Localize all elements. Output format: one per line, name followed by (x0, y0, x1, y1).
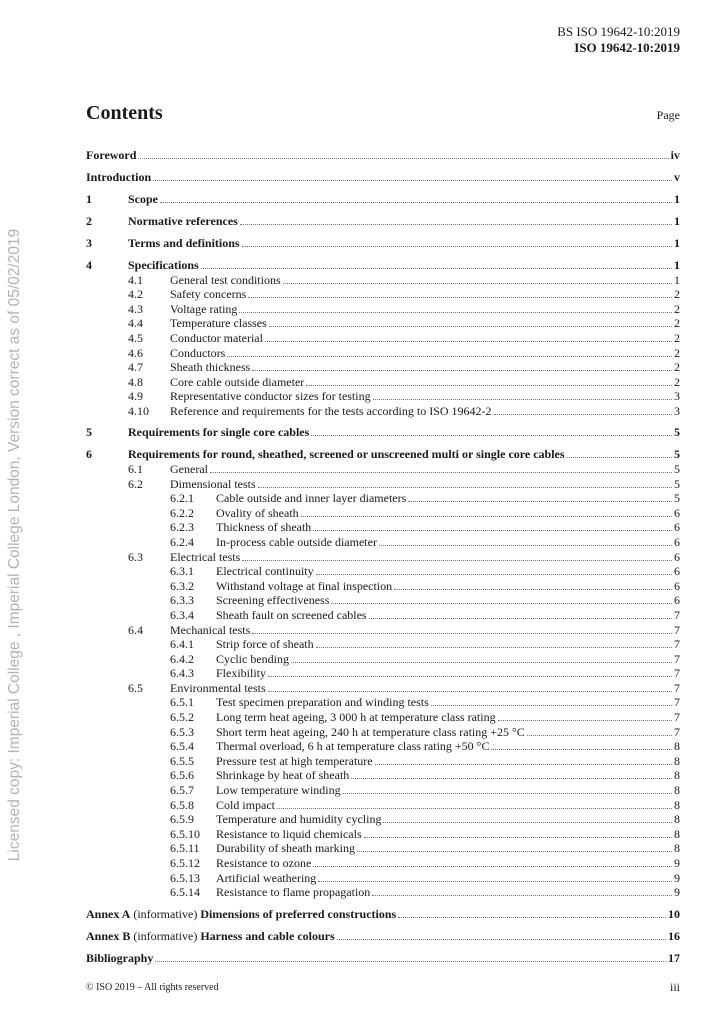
toc-entry-number: 6.2 (128, 477, 143, 491)
toc-entry-title: Shrinkage by heat of sheath (216, 768, 350, 782)
toc-entry-number: 4.8 (128, 375, 143, 389)
toc-entry-page: 6 (674, 520, 680, 534)
toc-entry-number: 6.4.2 (170, 652, 194, 666)
toc-entry-title: Pressure test at high temperature (216, 754, 373, 768)
toc-entry-page: 7 (674, 652, 680, 666)
toc-entry-number: 1 (86, 192, 92, 206)
toc-entry-title: Ovality of sheath (216, 506, 299, 520)
toc-entry-number: 4.4 (128, 316, 143, 330)
toc-entry[interactable] (86, 506, 680, 520)
toc-entry-page: 8 (674, 754, 680, 768)
toc-entry-title: Reference and requirements for the tests according to ISO 19642-2 (170, 404, 492, 418)
dot-leader (268, 691, 672, 692)
toc-entry[interactable] (86, 871, 680, 885)
toc-entry-title: Safety concerns (170, 287, 247, 301)
toc-entry-title: Specifications (128, 258, 199, 272)
toc-entry-page: 8 (674, 812, 680, 826)
toc-entry-number: 6.4 (128, 623, 143, 637)
toc-entry-title: Screening effectiveness (216, 593, 330, 607)
annex-type: (informative) (130, 907, 201, 921)
toc-entry[interactable] (86, 666, 680, 680)
toc-entry-number: 6.3.1 (170, 564, 194, 578)
toc-entry-title: Introduction (86, 170, 152, 184)
toc-entry-page: 2 (674, 302, 680, 316)
toc-entry-title: Resistance to flame propagation (216, 885, 371, 899)
toc-entry-title: Sheath fault on screened cables (216, 608, 367, 622)
toc-entry-page: 6 (674, 564, 680, 578)
toc-entry-number: 6.3.2 (170, 579, 194, 593)
dot-leader (527, 735, 672, 736)
dot-leader (268, 676, 672, 677)
toc-entry-page: v (674, 170, 680, 184)
toc-entry[interactable] (86, 170, 680, 184)
dot-leader (567, 457, 672, 458)
toc-entry[interactable] (86, 192, 680, 206)
toc-entry[interactable] (86, 535, 680, 549)
dot-leader (155, 961, 666, 962)
toc-entry-page: 1 (674, 258, 680, 272)
toc-entry-page: 9 (674, 856, 680, 870)
toc-entry-page: 7 (674, 637, 680, 651)
toc-entry[interactable] (86, 389, 680, 403)
dot-leader (394, 589, 672, 590)
toc-entry-title: Thermal overload, 6 h at temperature class rating +50 °C (216, 739, 490, 753)
dot-leader (269, 326, 672, 327)
dot-leader (498, 720, 672, 721)
toc-entry-page: 8 (674, 827, 680, 841)
toc-entry-title: Voltage rating (170, 302, 238, 316)
dot-leader (375, 764, 672, 765)
toc-entry-number: 6.5.3 (170, 725, 194, 739)
dot-leader (372, 895, 672, 896)
dot-leader (283, 283, 672, 284)
toc-entry[interactable] (86, 768, 680, 782)
toc-entry-title: Electrical continuity (216, 564, 314, 578)
toc-entry-number: 6.1 (128, 462, 143, 476)
dot-leader (239, 312, 672, 313)
toc-entry-number: 6.2.2 (170, 506, 194, 520)
toc-entry-title: Dimensional tests (170, 477, 256, 491)
toc-entry-title: Electrical tests (170, 550, 241, 564)
toc-entry[interactable] (86, 798, 680, 812)
toc-entry-number: 3 (86, 236, 92, 250)
dot-leader (351, 778, 672, 779)
toc-entry-title: Cyclic bending (216, 652, 289, 666)
toc-entry-page: 2 (674, 331, 680, 345)
toc-entry-title: Cable outside and inner layer diameters (216, 491, 407, 505)
toc-entry-title: Scope (128, 192, 158, 206)
toc-entry-page: 2 (674, 316, 680, 330)
toc-entry-page: 5 (674, 462, 680, 476)
toc-entry-page: 10 (668, 907, 680, 921)
toc-entry-number: 6.5.9 (170, 812, 194, 826)
dot-leader (201, 268, 672, 269)
toc-entry-title (86, 907, 396, 921)
dot-leader (138, 158, 668, 159)
toc-entry-page: 7 (674, 725, 680, 739)
toc-entry-page: 7 (674, 695, 680, 709)
copyright-footer: © ISO 2019 – All rights reserved (86, 982, 219, 993)
toc-entry[interactable] (86, 214, 680, 228)
toc-entry[interactable] (86, 564, 680, 578)
toc-entry-number: 6.4.1 (170, 637, 194, 651)
toc-entry-page: 16 (668, 929, 680, 943)
toc-entry-title: Core cable outside diameter (170, 375, 305, 389)
annex-title: Dimensions of preferred constructions (200, 907, 397, 921)
toc-entry[interactable] (86, 827, 680, 841)
toc-entry-number: 6.5.11 (170, 841, 200, 855)
toc-entry-page: 8 (674, 798, 680, 812)
toc-entry-number: 4.7 (128, 360, 143, 374)
toc-entry-number: 4.10 (128, 404, 149, 418)
dot-leader (277, 808, 672, 809)
toc-entry-title: Sheath thickness (170, 360, 251, 374)
toc-entry[interactable] (86, 331, 680, 345)
dot-leader (331, 603, 672, 604)
toc-entry-number: 6.5.14 (170, 885, 200, 899)
dot-leader (313, 866, 672, 867)
dot-leader (210, 472, 672, 473)
toc-entry[interactable] (86, 725, 680, 739)
toc-entry-number: 6.2.4 (170, 535, 194, 549)
toc-entry-number: 4.9 (128, 389, 143, 403)
toc-entry-page: 6 (674, 550, 680, 564)
toc-entry-number: 6.5.7 (170, 783, 194, 797)
toc-entry-number: 6.3.3 (170, 593, 194, 607)
page-number: iii (669, 980, 680, 994)
toc-entry[interactable] (86, 885, 680, 899)
toc-entry-number: 4.1 (128, 273, 143, 287)
dot-leader (491, 749, 672, 750)
toc-entry-title: Temperature classes (170, 316, 267, 330)
toc-entry-page: 9 (674, 885, 680, 899)
dot-leader (242, 246, 672, 247)
toc-entry-page: 9 (674, 871, 680, 885)
toc-entry-page: 2 (674, 287, 680, 301)
toc-entry-page: 2 (674, 346, 680, 360)
toc-entry-number: 2 (86, 214, 92, 228)
toc-entry-page: 8 (674, 768, 680, 782)
dot-leader (316, 647, 672, 648)
dot-leader (316, 574, 672, 575)
toc-entry-page: 6 (674, 506, 680, 520)
toc-entry-title: Conductor material (170, 331, 263, 345)
toc-entry[interactable] (86, 754, 680, 768)
toc-entry[interactable] (86, 462, 680, 476)
toc-entry-number: 6.5.12 (170, 856, 200, 870)
toc-entry-number: 6.5.2 (170, 710, 194, 724)
toc-entry-page: 7 (674, 710, 680, 724)
toc-entry-page: 7 (674, 623, 680, 637)
toc-entry[interactable] (86, 258, 680, 272)
toc-entry-number: 6.5 (128, 681, 143, 695)
toc-entry[interactable] (86, 739, 680, 753)
toc-entry-page: 5 (674, 425, 680, 439)
toc-entry[interactable] (86, 346, 680, 360)
toc-entry-page: 1 (674, 236, 680, 250)
toc-entry-title: Long term heat ageing, 3 000 h at temperature class rating (216, 710, 496, 724)
toc-entry-title: General (170, 462, 208, 476)
toc-entry[interactable] (86, 148, 680, 162)
toc-entry-number: 4.5 (128, 331, 143, 345)
header-line-1: BS ISO 19642-10:2019 (557, 24, 680, 39)
toc-entry[interactable] (86, 593, 680, 607)
toc-entry-page: 5 (674, 447, 680, 461)
toc-entry-number: 6.5.8 (170, 798, 194, 812)
toc-entry-title: Bibliography (86, 951, 154, 965)
toc-entry-title (86, 929, 335, 943)
toc-entry[interactable] (86, 856, 680, 870)
toc-entry-page: 6 (674, 535, 680, 549)
toc-entry-title: Artificial weathering (216, 871, 317, 885)
page-column-label: Page (656, 108, 680, 122)
toc-entry-page: 1 (674, 192, 680, 206)
header-line-2: ISO 19642-10:2019 (574, 40, 680, 55)
toc-entry[interactable] (86, 951, 680, 965)
toc-entry[interactable] (86, 637, 680, 651)
toc-entry-number: 6.2.3 (170, 520, 194, 534)
toc-entry-number: 4.2 (128, 287, 143, 301)
toc-entry-number: 6.5.10 (170, 827, 200, 841)
toc-entry-title: Durability of sheath marking (216, 841, 355, 855)
toc-entry-page: 17 (668, 951, 680, 965)
toc-entry-number: 4 (86, 258, 92, 272)
toc-entry-number: 6.5.6 (170, 768, 194, 782)
dot-leader (383, 822, 672, 823)
toc-entry-title: Thickness of sheath (216, 520, 312, 534)
annex-title: Harness and cable colours (200, 929, 335, 943)
toc-entry-number: 6.3.4 (170, 608, 194, 622)
toc-entry-title: Short term heat ageing, 240 h at temperature class rating +25 °C (216, 725, 525, 739)
toc-entry-title: General test conditions (170, 273, 281, 287)
dot-leader (240, 224, 672, 225)
dot-leader (313, 530, 672, 531)
toc-entry-title: Resistance to liquid chemicals (216, 827, 362, 841)
toc-entry[interactable] (86, 652, 680, 666)
toc-entry-page: 2 (674, 375, 680, 389)
toc-entry-page: 2 (674, 360, 680, 374)
annex-type: (informative) (130, 929, 201, 943)
toc-entry[interactable] (86, 302, 680, 316)
toc-entry-number: 6.4.3 (170, 666, 194, 680)
dot-leader (494, 414, 672, 415)
dot-leader (398, 917, 666, 918)
dot-leader (373, 399, 672, 400)
toc-entry[interactable] (86, 287, 680, 301)
toc-entry[interactable] (86, 236, 680, 250)
dot-leader (160, 202, 672, 203)
toc-entry-title: Terms and definitions (128, 236, 240, 250)
toc-entry[interactable] (86, 404, 680, 418)
toc-entry-number: 4.3 (128, 302, 143, 316)
toc-entry-number: 4.6 (128, 346, 143, 360)
dot-leader (364, 837, 672, 838)
toc-entry-number: 6.5.5 (170, 754, 194, 768)
toc-entry-number: 6.5.4 (170, 739, 194, 753)
toc-entry-title: In-process cable outside diameter (216, 535, 377, 549)
toc-entry-number: 5 (86, 425, 92, 439)
toc-entry[interactable] (86, 273, 680, 287)
toc-entry[interactable] (86, 360, 680, 374)
toc-entry-page: 3 (674, 404, 680, 418)
toc-entry-page: 1 (674, 273, 680, 287)
dot-leader (252, 633, 672, 634)
toc-entry-page: 1 (674, 214, 680, 228)
toc-entry-title: Mechanical tests (170, 623, 251, 637)
toc-entry-title: Temperature and humidity cycling (216, 812, 382, 826)
toc-entry-number: 6.5.13 (170, 871, 200, 885)
toc-entry-title: Normative references (128, 214, 238, 228)
dot-leader (337, 939, 666, 940)
toc-entry-number: 6.2.1 (170, 491, 194, 505)
toc-entry-title: Foreword (86, 148, 137, 162)
toc-entry[interactable] (86, 623, 680, 637)
dot-leader (248, 297, 672, 298)
toc-entry[interactable] (86, 695, 680, 709)
annex-label: Annex A (86, 907, 131, 921)
dot-leader (258, 487, 672, 488)
page-title: Contents (86, 102, 163, 124)
dot-leader (369, 618, 672, 619)
toc-entry-title: Conductors (170, 346, 226, 360)
toc-entry[interactable] (86, 491, 680, 505)
toc-entry-title: Test specimen preparation and winding tests (216, 695, 429, 709)
toc-entry-number: 6.3 (128, 550, 143, 564)
toc-entry-number: 6 (86, 447, 92, 461)
toc-entry-page: 8 (674, 739, 680, 753)
dot-leader (379, 545, 672, 546)
watermark-text: Licensed copy: Imperial College , Imperial College London, Version correct as of 05/02/2019 (6, 228, 23, 862)
dot-leader (265, 341, 672, 342)
toc-entry[interactable] (86, 477, 680, 491)
toc-entry-page: 8 (674, 841, 680, 855)
dot-leader (318, 881, 672, 882)
annex-label: Annex B (86, 929, 131, 943)
toc-entry-title: Cold impact (216, 798, 275, 812)
toc-entry-title: Representative conductor sizes for testing (170, 389, 371, 403)
toc-entry-page: 3 (674, 389, 680, 403)
toc-entry[interactable] (86, 550, 680, 564)
dot-leader (153, 180, 672, 181)
toc-entry-page: 7 (674, 608, 680, 622)
dot-leader (301, 516, 672, 517)
dot-leader (408, 501, 672, 502)
toc-entry[interactable] (86, 520, 680, 534)
toc-entry[interactable] (86, 681, 680, 695)
toc-entry[interactable] (86, 812, 680, 826)
dot-leader (252, 370, 672, 371)
toc-entry[interactable] (86, 710, 680, 724)
toc-entry-title: Requirements for round, sheathed, screened or unscreened multi or single core cables (128, 447, 565, 461)
document-header (557, 24, 680, 56)
toc-entry-page: 8 (674, 783, 680, 797)
toc-entry[interactable] (86, 447, 680, 461)
toc-entry-page: 7 (674, 681, 680, 695)
toc-entry-title: Environmental tests (170, 681, 266, 695)
toc-entry-page: iv (670, 148, 680, 162)
toc-entry[interactable] (86, 929, 680, 943)
dot-leader (431, 705, 672, 706)
dot-leader (357, 851, 672, 852)
toc-entry-title: Resistance to ozone (216, 856, 312, 870)
toc-entry-title: Low temperature winding (216, 783, 341, 797)
toc-entry-title: Flexibility (216, 666, 267, 680)
dot-leader (227, 356, 672, 357)
toc-entry-title: Strip force of sheath (216, 637, 314, 651)
toc-entry[interactable] (86, 375, 680, 389)
toc-entry[interactable] (86, 907, 680, 921)
toc-entry[interactable] (86, 608, 680, 622)
dot-leader (343, 793, 672, 794)
dot-leader (306, 385, 672, 386)
dot-leader (242, 560, 672, 561)
toc-entry[interactable] (86, 579, 680, 593)
toc-entry-number: 6.5.1 (170, 695, 194, 709)
toc-entry-page: 7 (674, 666, 680, 680)
toc-entry-title: Requirements for single core cables (128, 425, 310, 439)
dot-leader (291, 662, 672, 663)
dot-leader (311, 435, 672, 436)
toc-entry-page: 6 (674, 593, 680, 607)
toc-entry-page: 5 (674, 477, 680, 491)
toc-entry[interactable] (86, 841, 680, 855)
toc-entry-page: 5 (674, 491, 680, 505)
toc-entry-title: Withstand voltage at final inspection (216, 579, 393, 593)
toc-entry[interactable] (86, 316, 680, 330)
toc-entry-page: 6 (674, 579, 680, 593)
toc-entry[interactable] (86, 783, 680, 797)
toc-entry[interactable] (86, 425, 680, 439)
